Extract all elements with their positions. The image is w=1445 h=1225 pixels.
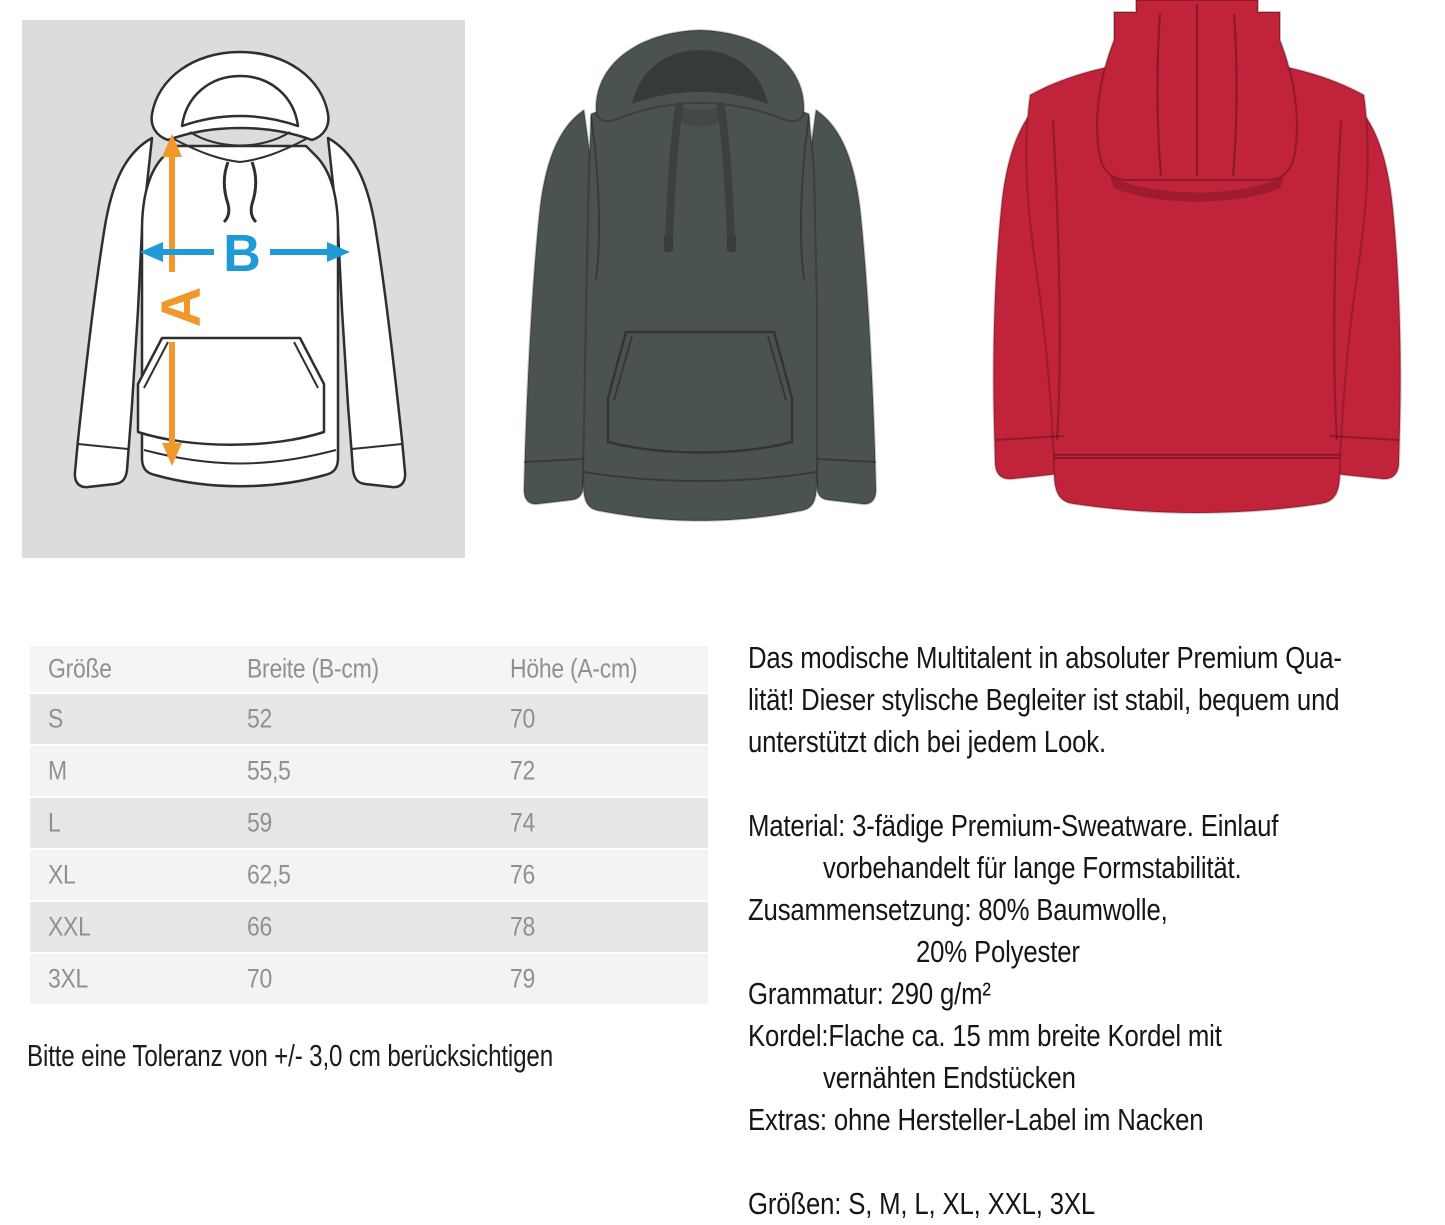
description-line: Kordel:Flache ca. 15 mm breite Kordel mit [748,1018,1222,1053]
description-line: Größen: S, M, L, XL, XXL, 3XL [748,1186,1095,1221]
description-line: Extras: ohne Hersteller-Label im Nacken [748,1102,1204,1137]
col-header-breite: Breite (B-cm) [247,653,379,684]
cell-height: 72 [510,755,536,786]
hoodie-front-photo [480,10,945,565]
description-line [748,763,1445,805]
cell-size: XL [48,859,76,890]
front-right-sleeve [809,110,876,504]
cell-height: 79 [510,963,536,994]
measure-label-b: B [223,225,261,283]
front-body [583,90,817,521]
cell-width: 59 [247,807,273,838]
measure-label-a: A [149,286,212,328]
cell-width: 70 [247,963,273,994]
size-diagram-panel [22,20,465,558]
size-table-row [30,746,708,796]
cell-width: 62,5 [247,859,291,890]
cell-size: M [48,755,67,786]
size-table-header [30,646,708,692]
cell-size: XXL [48,911,91,942]
description-line: vernähten Endstücken [823,1060,1076,1095]
description-line [748,1141,1445,1183]
cell-height: 76 [510,859,536,890]
cell-size: L [48,807,61,838]
description-line: vorbehandelt für lange Formstabilität. [823,850,1242,885]
description-line: unterstützt dich bei jedem Look. [748,724,1106,759]
cell-height: 70 [510,703,536,734]
front-pocket [608,332,792,453]
front-aglet-right [727,234,736,252]
size-table-row [30,694,708,744]
cell-height: 74 [510,807,536,838]
col-header-hoehe: Höhe (A-cm) [510,653,638,684]
cell-width: 55,5 [247,755,291,786]
description-line: 20% Polyester [916,934,1080,969]
cell-size: 3XL [48,963,89,994]
description-line: lität! Dieser stylische Begleiter ist stabil, bequem und [748,682,1340,717]
diagram-left-sleeve [75,138,152,487]
size-table-row [30,798,708,848]
size-table-row [30,902,708,952]
back-hem-band [1054,455,1340,513]
description-line: Das modische Multitalent in absoluter Premium Qua- [748,640,1342,675]
description-line: Zusammensetzung: 80% Baumwolle, [748,892,1168,927]
diagram-pocket [138,338,324,445]
front-left-sleeve [524,110,591,504]
size-table-rows [30,694,708,1004]
cell-size: S [48,703,64,734]
col-header-groesse: Größe [48,653,112,684]
product-description [748,637,1445,1225]
diagram-right-sleeve [328,138,405,487]
description-line: Grammatur: 290 g/m² [748,976,991,1011]
cell-height: 78 [510,911,536,942]
diagram-hood-fold2 [190,132,290,146]
size-diagram-drawing [22,20,465,558]
size-table-row [30,954,708,1004]
size-table-row [30,850,708,900]
hoodie-back-photo [950,0,1445,570]
size-table [30,646,708,1006]
cell-width: 52 [247,703,273,734]
tolerance-note: Bitte eine Toleranz von +/- 3,0 cm berücksichtigen [27,1038,554,1073]
description-line: Material: 3-fädige Premium-Sweatware. Einlauf [748,808,1279,843]
front-aglet-left [664,234,673,252]
cell-width: 66 [247,911,273,942]
